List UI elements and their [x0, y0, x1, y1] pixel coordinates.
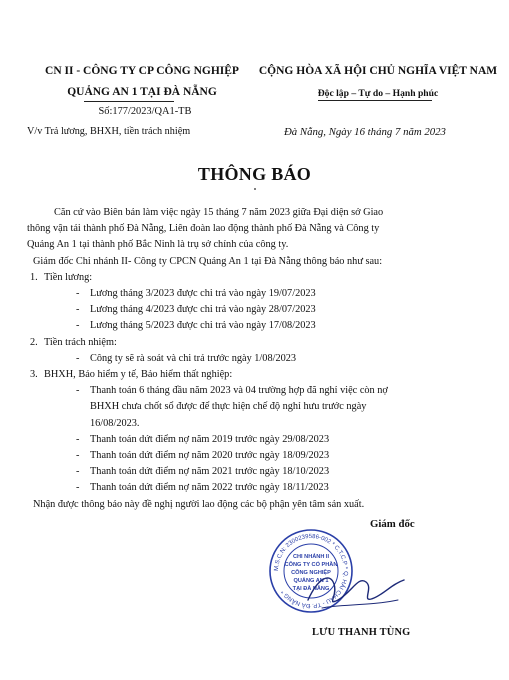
intro-paragraph-line1: Căn cứ vào Biên bản làm việc ngày 15 tháng 7 năm 2023 giữa Đại diện sở Giao — [54, 207, 384, 218]
list-item: - Thanh toán dứt điểm nợ năm 2020 trước ngày 18/09/2023 — [76, 450, 330, 462]
intro-paragraph-line3: Quảng An 1 tại thành phố Bắc Ninh là trụ sở chính của công ty. — [27, 239, 289, 251]
document-date: Đà Nẵng, Ngày 16 tháng 7 năm 2023 — [284, 126, 446, 138]
org-underline — [84, 101, 174, 102]
title-dot — [254, 188, 256, 190]
document-number: Số:177/2023/QA1-TB — [98, 106, 192, 117]
list-item-continuation: 16/08/2023. — [90, 417, 140, 429]
list-item: - Thanh toán dứt điểm nợ năm 2019 trước ngày 29/08/2023 — [76, 433, 330, 445]
svg-text:CHI NHÁNH II: CHI NHÁNH II — [292, 554, 330, 560]
svg-text:QUẢNG AN 1: QUẢNG AN 1 — [293, 578, 329, 584]
svg-text:CÔNG TY CỔ PHẦN: CÔNG TY CỔ PHẦN — [284, 562, 338, 568]
handwritten-signature — [300, 560, 410, 620]
list-item: - Thanh toán 6 tháng đầu năm 2023 và 04 trường hợp đã nghỉ việc còn nợ — [76, 385, 388, 397]
organization-header — [18, 64, 266, 100]
seal-ring-text: M.S.C.N: 2300239586-002 * C.T.C.P * Q. HẢI CHÂU - TP. ĐÀ NẴNG * — [273, 533, 349, 609]
signatory-name: LƯU THANH TÙNG — [312, 627, 411, 638]
list-item: - Lương tháng 3/2023 được chi trả vào ngày 19/07/2023 — [76, 288, 316, 300]
svg-text:TẠI ĐÀ NẴNG: TẠI ĐÀ NẴNG — [292, 586, 330, 592]
document-body — [27, 205, 497, 513]
national-motto-header — [252, 64, 504, 100]
motto: Độc lập – Tự do – Hạnh phúc — [317, 88, 439, 99]
nation-name: CỘNG HÒA XÃ HỘI CHỦ NGHĨA VIỆT NAM — [258, 65, 498, 77]
list-item: - Lương tháng 4/2023 được chi trả vào ngày 28/07/2023 — [76, 304, 316, 316]
intro-paragraph-line4: Giám đốc Chi nhánh II- Công ty CPCN Quảng An 1 tại Đà Nẵng thông báo như sau: — [33, 255, 383, 267]
svg-text:CÔNG NGHIỆP: CÔNG NGHIỆP — [291, 570, 331, 576]
section-1-heading: 1. Tiền lương: — [30, 271, 93, 283]
intro-paragraph-line2: thông vận tải thành phố Đà Nẵng, Liên đoàn lao động thành phố Đà Nẵng và Công ty — [27, 223, 380, 235]
list-item-continuation: BHXH chưa chốt sổ được để thực hiện chế độ nghỉ hưu trước ngày — [90, 401, 367, 413]
motto-underline — [318, 100, 432, 101]
list-item: - Lương tháng 5/2023 được chi trả vào ngày 17/08/2023 — [76, 320, 316, 332]
list-item: - Thanh toán dứt điểm nợ năm 2021 trước ngày 18/10/2023 — [76, 466, 330, 478]
document-subject: V/v Trả lương, BHXH, tiền trách nhiệm — [27, 126, 191, 137]
document-title: THÔNG BÁO — [197, 164, 312, 184]
org-name-line1: CN II - CÔNG TY CP CÔNG NGHIỆP — [45, 65, 239, 77]
list-item: - Thanh toán dứt điểm nợ năm 2022 trước ngày 18/11/2023 — [76, 482, 329, 494]
section-3-heading: 3. BHXH, Bảo hiểm y tế, Bảo hiểm thất nghiệp: — [30, 369, 233, 381]
org-name-line2: QUẢNG AN 1 TẠI ĐÀ NẴNG — [67, 86, 217, 98]
closing-sentence: Nhận được thông báo này đề nghị người lao động các bộ phận yên tâm sản xuất. — [33, 498, 365, 510]
section-2-heading: 2. Tiền trách nhiệm: — [30, 336, 117, 348]
list-item: - Công ty sẽ rà soát và chi trả trước ngày 1/08/2023 — [76, 352, 297, 364]
signatory-title: Giám đốc — [370, 518, 415, 530]
